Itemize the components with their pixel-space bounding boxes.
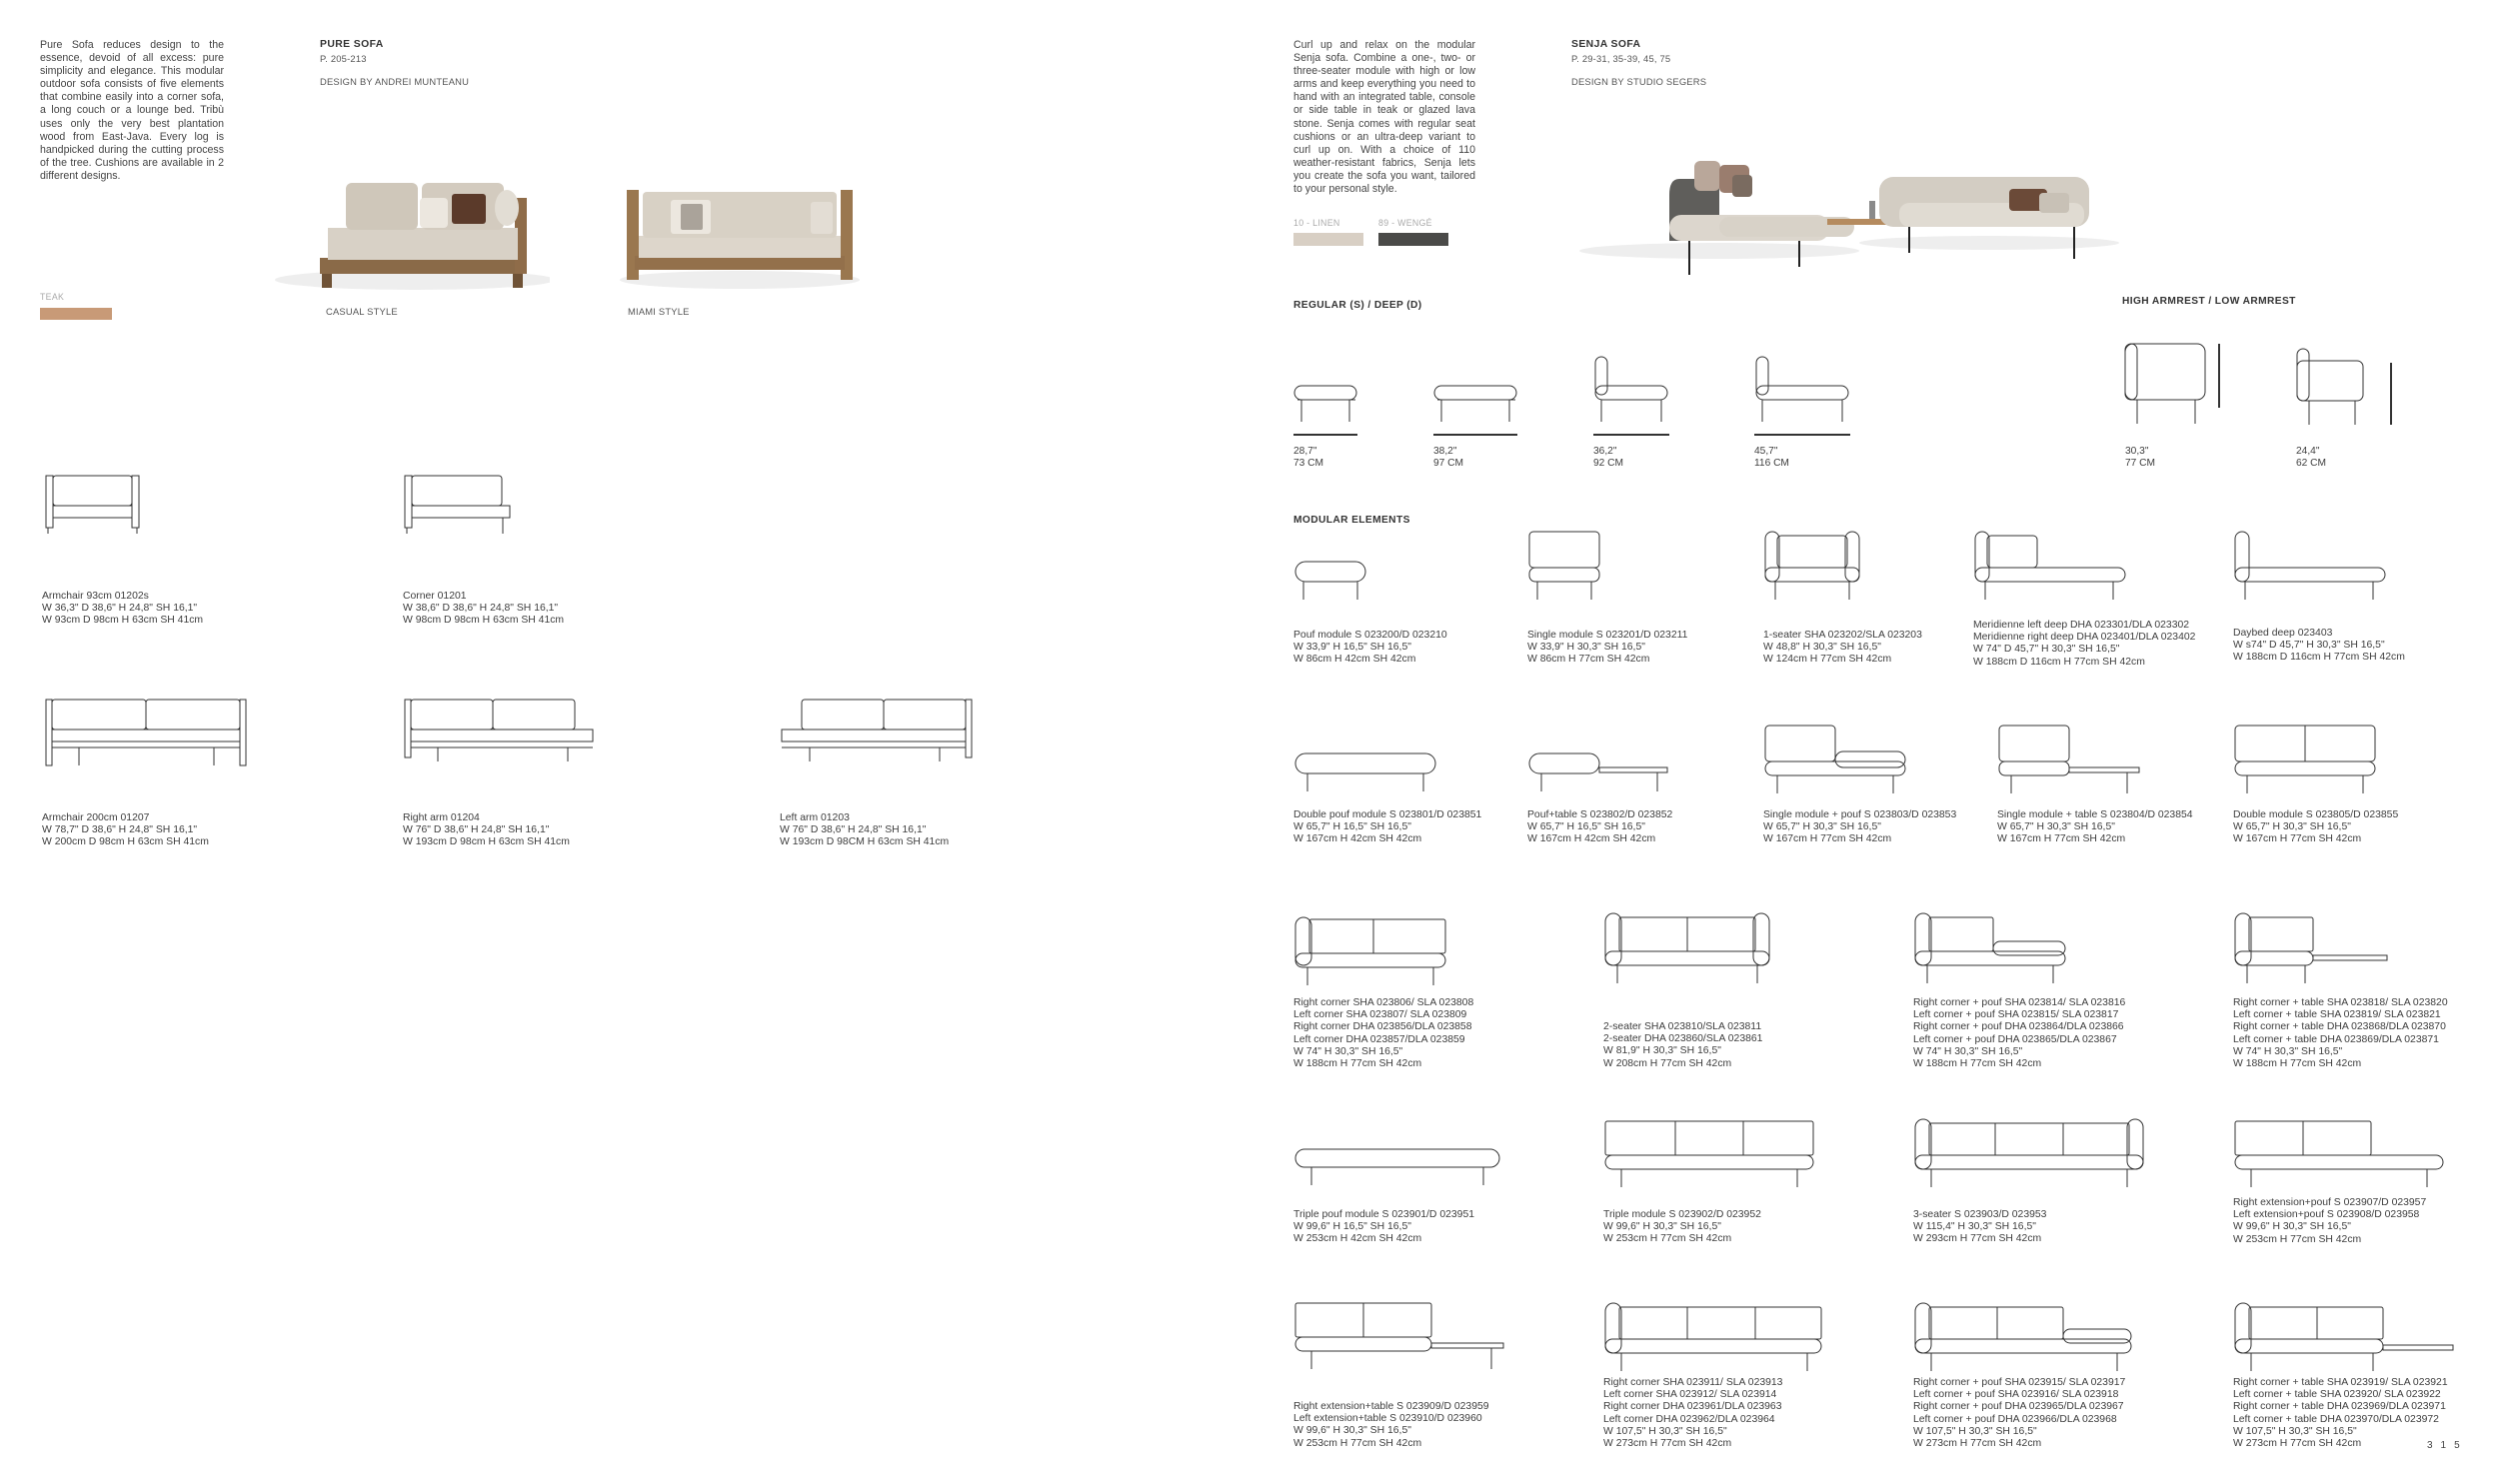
armrest-77: 30,3" 77 CM — [2125, 446, 2156, 470]
depth-116: 45,7" 116 CM — [1754, 446, 1789, 470]
module-pouf-drawing — [1293, 558, 1369, 606]
module-1-seater: 1-seater SHA 023202/SLA 023203 W 48,8" H 30,3" SH 16,5" W 124cm H 77cm SH 42cm — [1763, 630, 1922, 666]
pure-caption-miami: MIAMI STYLE — [628, 306, 690, 317]
pure-item-left-arm: Left arm 01203 W 76" D 38,6" H 24,8" SH 16,1" W 193cm D 98CM H 63cm SH 41cm — [780, 812, 950, 848]
pure-swatch-label: TEAK — [40, 292, 65, 302]
module-extension-pouf: Right extension+pouf S 023907/D 023957 Left extension+pouf S 023908/D 023958 W 99,6" H 30,3" SH 16,5" W 253cm H 77cm SH 42cm — [2233, 1197, 2427, 1245]
module-corner-pouf-drawing — [1913, 911, 2069, 991]
low-armrest-profile — [2295, 345, 2395, 440]
module-corner-large-pouf-drawing — [1913, 1301, 2137, 1375]
senja-linen-swatch — [1293, 233, 1363, 246]
module-pouf: Pouf module S 023200/D 023210 W 33,9" H 16,5" SH 16,5" W 86cm H 42cm SH 42cm — [1293, 630, 1447, 666]
pure-casual-photo — [270, 180, 550, 295]
module-3-seater-drawing — [1913, 1117, 2149, 1193]
module-triple: Triple module S 023902/D 023952 W 99,6" H 30,3" SH 16,5" W 253cm H 77cm SH 42cm — [1603, 1209, 1761, 1245]
module-single-pouf: Single module + pouf S 023803/D 023853 W 65,7" H 30,3" SH 16,5" W 167cm H 77cm SH 42cm — [1763, 809, 1957, 845]
module-daybed: Daybed deep 023403 W s74" D 45,7" H 30,3" SH 16,5" W 188cm D 116cm H 77cm SH 42cm — [2233, 628, 2405, 664]
module-extension-table: Right extension+table S 023909/D 023959 Left extension+table S 023910/D 023960 W 99,6" H 30,3" SH 16,5" W 253cm H 77cm SH 42cm — [1293, 1401, 1489, 1449]
pure-pages: P. 205-213 — [320, 53, 367, 64]
module-meridienne: Meridienne left deep DHA 023301/DLA 023302 Meridienne right deep DHA 023401/DLA 023402 W 74" D 45,7" H 30,3" SH 16,5" W 188cm D 116cm H 77cm SH 42cm — [1973, 620, 2196, 668]
senja-pages: P. 29-31, 35-39, 45, 75 — [1571, 53, 1671, 64]
module-corner-pouf: Right corner + pouf SHA 023814/ SLA 023816 Left corner + pouf SHA 023815/ SLA 023817 Right corner + pouf DHA 023864/DLA 023866 Left corner + pouf DHA 023865/DLA 023867 W 74" H 30,3" SH 16,5" W 188cm H 77cm SH 42cm — [1913, 997, 2126, 1070]
module-2-seater: 2-seater SHA 023810/SLA 023811 2-seater DHA 023860/SLA 023861 W 81,9" H 30,3" SH 16,5" W 208cm H 77cm SH 42cm — [1603, 1021, 1763, 1069]
pure-item-armchair-93: Armchair 93cm 01202s W 36,3" D 38,6" H 24,8" SH 16,1" W 93cm D 98cm H 63cm SH 41cm — [42, 591, 204, 627]
senja-intro-text: Curl up and relax on the modular Senja sofa. Combine a one-, two- or three-seater module with high or low arms and keep everything you need to hand with an integrated table, console or side table in teak or glazed lava stone. Senja comes with regular seat cushions or an ultra-deep variant to curl up on. With a choice of 110 weather-resistant fabrics, Senja lets you create the sofa you want, tailored to your personal style. — [1293, 39, 1475, 196]
module-double-pouf: Double pouf module S 023801/D 023851 W 65,7" H 16,5" SH 16,5" W 167cm H 42cm SH 42cm — [1293, 809, 1482, 845]
module-2-seater-drawing — [1603, 911, 1773, 991]
module-corner-table-drawing — [2233, 911, 2393, 991]
module-double: Double module S 023805/D 023855 W 65,7" H 30,3" SH 16,5" W 167cm H 77cm SH 42cm — [2233, 809, 2399, 845]
module-extension-pouf-drawing — [2233, 1119, 2447, 1193]
module-daybed-drawing — [2233, 530, 2389, 606]
module-corner-drawing — [1293, 915, 1453, 991]
section-modular: MODULAR ELEMENTS — [1293, 515, 1410, 526]
module-pouf-table: Pouf+table S 023802/D 023852 W 65,7" H 16,5" SH 16,5" W 167cm H 42cm SH 42cm — [1527, 809, 1673, 845]
module-single: Single module S 023201/D 023211 W 33,9" H 30,3" SH 16,5" W 86cm H 77cm SH 42cm — [1527, 630, 1688, 666]
module-corner-large-table: Right corner + table SHA 023919/ SLA 023921 Left corner + table SHA 023920/ SLA 023922 Right corner + table DHA 023969/DLA 023971 Left corner + table DHA 023970/DLA 023972 W 107,5" H 30,3" SH 16,5" W 273cm H 77cm SH 42cm — [2233, 1377, 2448, 1450]
pure-intro-text: Pure Sofa reduces design to the essence, devoid of all excess: pure simplicity and elegance. This modular outdoor sofa consists of five elements that combine easily into a corner sofa, a long couch or a lounge bed. Tribù uses only the very best plantation wood from East-Java. Every log is handpicked during the cutting process of the tree. Cushions are available in 2 different designs. — [40, 39, 224, 182]
page-number: 315 — [2427, 1440, 2468, 1451]
depth-profile-97 — [1433, 380, 1523, 440]
module-corner-large-pouf: Right corner + pouf SHA 023915/ SLA 023917 Left corner + pouf SHA 023916/ SLA 023918 Right corner + pouf DHA 023965/DLA 023967 Left corner + pouf DHA 023966/DLA 023968 W 107,5" H 30,3" SH 16,5" W 273cm H 77cm SH 42cm — [1913, 1377, 2126, 1450]
section-regular-deep: REGULAR (S) / DEEP (D) — [1293, 300, 1422, 311]
armrest-62: 24,4" 62 CM — [2296, 446, 2327, 470]
pure-title: PURE SOFA — [320, 39, 384, 50]
depth-profile-92 — [1593, 354, 1673, 440]
depth-97: 38,2" 97 CM — [1433, 446, 1464, 470]
module-1-seater-drawing — [1763, 530, 1863, 606]
module-pouf-table-drawing — [1527, 749, 1673, 797]
pure-item-right-arm: Right arm 01204 W 76" D 38,6" H 24,8" SH 16,1" W 193cm D 98cm H 63cm SH 41cm — [403, 812, 570, 848]
module-single-table-drawing — [1997, 724, 2143, 799]
module-double-drawing — [2233, 724, 2379, 799]
depth-92: 36,2" 92 CM — [1593, 446, 1624, 470]
pure-left-arm-drawing — [780, 696, 975, 775]
module-corner-large-table-drawing — [2233, 1301, 2457, 1375]
pure-corner-drawing — [403, 474, 513, 554]
senja-title: SENJA SOFA — [1571, 39, 1641, 50]
high-armrest-profile — [2123, 340, 2228, 440]
senja-wenge-swatch — [1378, 233, 1448, 246]
pure-designer: DESIGN BY ANDREI MUNTEANU — [320, 76, 470, 87]
senja-designer: DESIGN BY STUDIO SEGERS — [1571, 76, 1707, 87]
module-meridienne-drawing — [1973, 530, 2129, 606]
module-single-pouf-drawing — [1763, 724, 1909, 799]
module-triple-drawing — [1603, 1119, 1817, 1193]
module-triple-pouf-drawing — [1293, 1145, 1503, 1193]
module-single-drawing — [1527, 530, 1603, 606]
depth-profile-73 — [1293, 380, 1363, 440]
depth-73: 28,7" 73 CM — [1293, 446, 1324, 470]
pure-item-corner: Corner 01201 W 38,6" D 38,6" H 24,8" SH 16,1" W 98cm D 98cm H 63cm SH 41cm — [403, 591, 565, 627]
module-corner-large: Right corner SHA 023911/ SLA 023913 Left corner SHA 023912/ SLA 023914 Right corner DHA 023961/DLA 023963 Left corner DHA 023962/DLA 023964 W 107,5" H 30,3" SH 16,5" W 273cm H 77cm SH 42cm — [1603, 1377, 1783, 1450]
pure-miami-photo — [615, 180, 865, 295]
module-double-pouf-drawing — [1293, 749, 1439, 797]
senja-swatch-label-linen: 10 - LINEN — [1293, 218, 1340, 228]
module-corner-table: Right corner + table SHA 023818/ SLA 023820 Left corner + table SHA 023819/ SLA 023821 Right corner + table DHA 023868/DLA 023870 Left corner + table DHA 023869/DLA 023871 W 74" H 30,3" SH 16,5" W 188cm H 77cm SH 42cm — [2233, 997, 2448, 1070]
module-3-seater: 3-seater S 023903/D 023953 W 115,4" H 30,3" SH 16,5" W 293cm H 77cm SH 42cm — [1913, 1209, 2047, 1245]
pure-item-armchair-200: Armchair 200cm 01207 W 78,7" D 38,6" H 24,8" SH 16,1" W 200cm D 98cm H 63cm SH 41cm — [42, 812, 209, 848]
module-corner: Right corner SHA 023806/ SLA 023808 Left corner SHA 023807/ SLA 023809 Right corner DHA 023856/DLA 023858 Left corner DHA 023857/DLA 023859 W 74" H 30,3" SH 16,5" W 188cm H 77cm SH 42cm — [1293, 997, 1474, 1070]
section-armrest: HIGH ARMREST / LOW ARMREST — [2122, 296, 2296, 307]
module-triple-pouf: Triple pouf module S 023901/D 023951 W 99,6" H 16,5" SH 16,5" W 253cm H 42cm SH 42cm — [1293, 1209, 1474, 1245]
depth-profile-116 — [1754, 354, 1854, 440]
pure-teak-swatch — [40, 308, 112, 320]
pure-armchair-93-drawing — [44, 474, 144, 554]
pure-right-arm-drawing — [403, 696, 598, 775]
pure-armchair-200-drawing — [44, 696, 249, 775]
senja-swatch-label-wenge: 89 - WENGÉ — [1378, 218, 1432, 228]
senja-photo — [1569, 155, 2124, 285]
module-corner-large-drawing — [1603, 1301, 1827, 1375]
pure-caption-casual: CASUAL STYLE — [326, 306, 398, 317]
module-single-table: Single module + table S 023804/D 023854 W 65,7" H 30,3" SH 16,5" W 167cm H 77cm SH 42cm — [1997, 809, 2193, 845]
module-extension-table-drawing — [1293, 1301, 1507, 1373]
